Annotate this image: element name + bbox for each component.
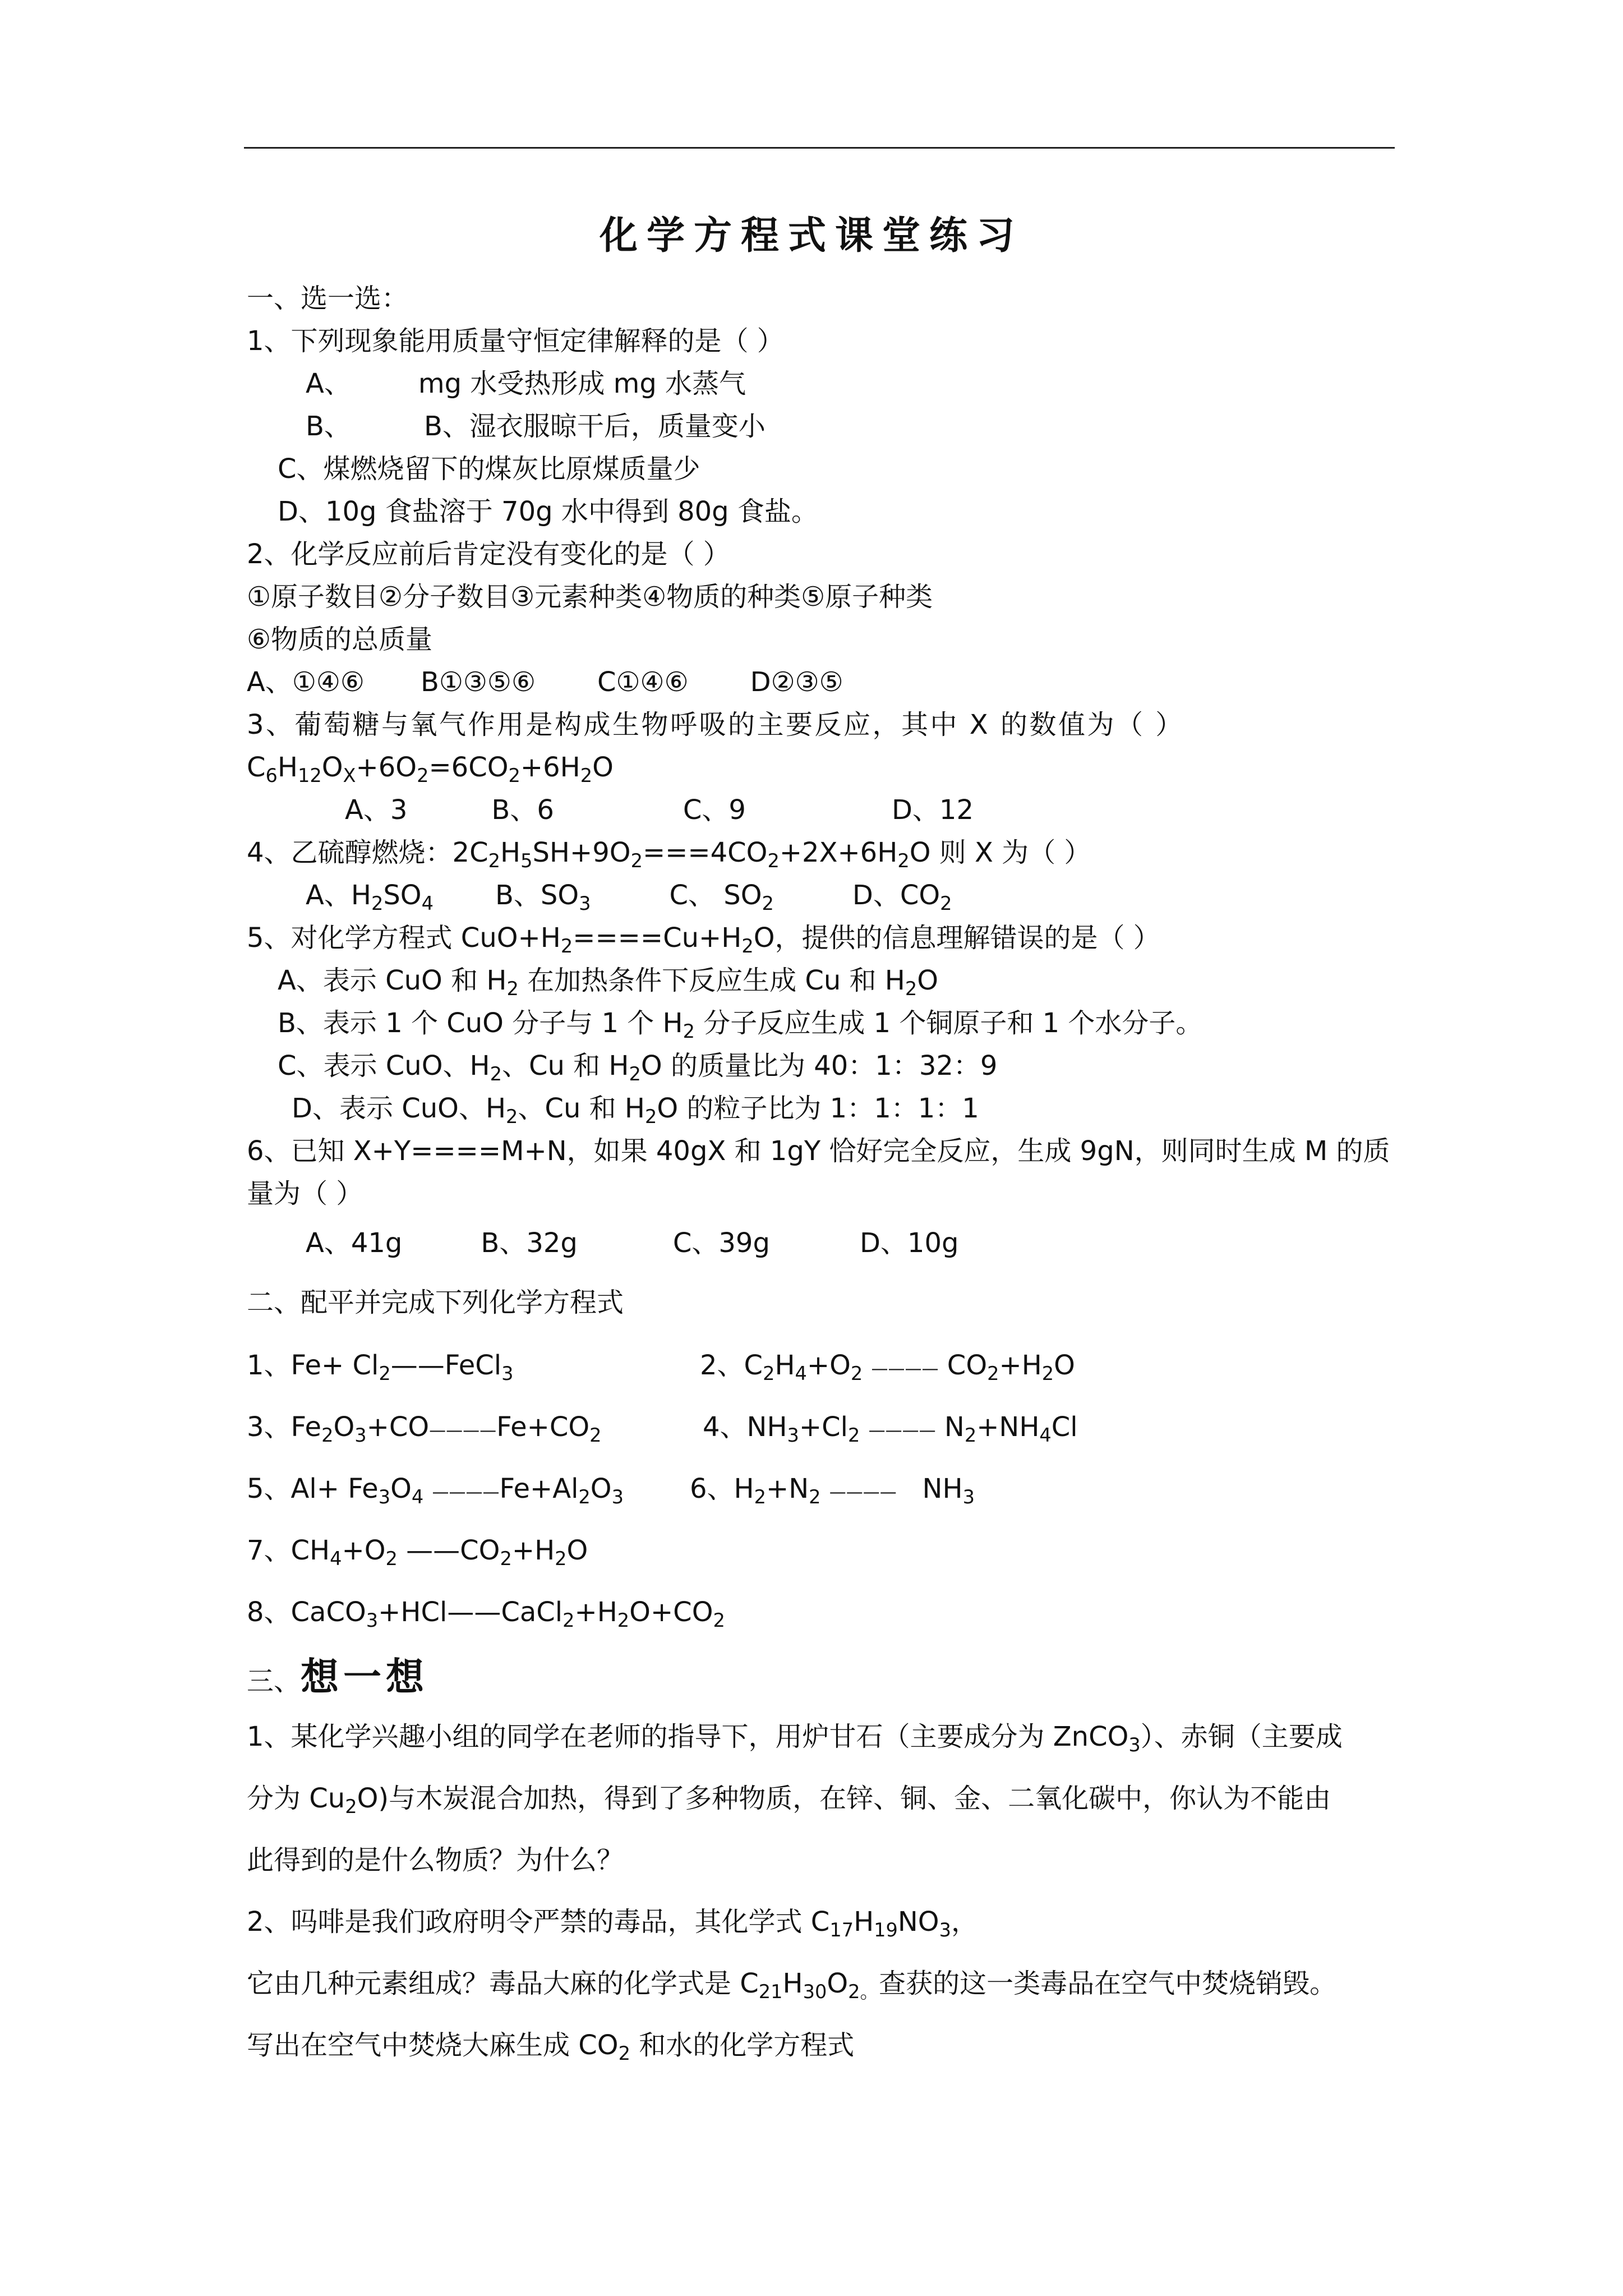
page-title: 化学方程式课堂练习 <box>599 213 1023 258</box>
s3-q2-line3: 写出在空气中焚烧大麻生成 $CO_2$ 和水的化学方程式 <box>247 2030 855 2065</box>
q6-options <box>306 1223 958 1263</box>
q3-option-c: C、9 <box>683 794 746 826</box>
section1-heading: 一、选一选： <box>247 283 409 314</box>
q2-options <box>247 662 843 702</box>
q1-option-b: B、 B、湿衣服晾干后，质量变小 <box>306 411 766 442</box>
q5-option-b: B、表示 1 个 CuO 分子与 1 个 $H_2$ 分子反应生成 1 个铜原子和 1 个水分子。 <box>278 1007 1203 1043</box>
s3-q2-line1: 2、吗啡是我们政府明令严禁的毒品，其化学式 $C_{17}H_{19}NO_3$， <box>247 1906 978 1941</box>
q5-option-c: C、表示 CuO、$H_2$、Cu 和 $H_2O$ 的质量比为 40：1：32：9 <box>278 1050 998 1085</box>
balance-eq-1: 1、$Fe+ Cl_2——FeCl_3$ <box>247 1350 514 1385</box>
q1-stem: 1、下列现象能用质量守恒定律解释的是（ ） <box>247 325 784 357</box>
q5-option-a: A、表示 CuO 和 $H_2$ 在加热条件下反应生成 Cu 和 $H_2O$ <box>278 965 939 1000</box>
balance-eq-8: 8、$CaCO_3+HCl——CaCl_2+H_2O+CO_2$ <box>247 1596 725 1632</box>
q6-stem-line2: 量为（ ） <box>247 1178 363 1209</box>
q2-items-line2: ⑥物质的总质量 <box>247 624 433 655</box>
q4-options <box>306 875 952 915</box>
q6-option-a: A、41g <box>306 1227 403 1259</box>
balance-eq-4: 4、$NH_3+Cl_2$ ———— $N_2+NH_4Cl$ <box>703 1411 1078 1447</box>
q2-option-c: C①④⑥ <box>597 666 689 698</box>
section2-heading: 二、配平并完成下列化学方程式 <box>247 1287 624 1318</box>
q2-option-a: A、①④⑥ <box>247 666 365 698</box>
q1-option-c: C、煤燃烧留下的煤灰比原煤质量少 <box>278 453 700 485</box>
q4-option-d: D、$CO_2$ <box>852 880 952 915</box>
q6-option-d: D、10g <box>859 1227 959 1259</box>
q6-option-b: B、32g <box>481 1227 578 1259</box>
q1-option-d: D、10g 食盐溶于 70g 水中得到 80g 食盐。 <box>278 496 818 527</box>
s3-q1-line1: 1、某化学兴趣小组的同学在老师的指导下，用炉甘石（主要成分为 ZnCO$_3$）、赤铜（主要成 <box>247 1721 1343 1756</box>
q5-option-d: D、表示 CuO、$H_2$、Cu 和 $H_2O$ 的粒子比为 1：1：1：1 <box>292 1093 979 1128</box>
q6-stem-line1: 6、已知 X+Y====M+N，如果 40gX 和 1gY 恰好完全反应，生成 9gN，则同时生成 M 的质 <box>247 1135 1390 1167</box>
q1-option-a: A、 mg 水受热形成 mg 水蒸气 <box>306 368 746 399</box>
section3-heading: 三、想一想 <box>247 1655 429 1700</box>
q4-option-a: A、$H_2SO_4$ <box>306 880 434 915</box>
q2-items-line1: ①原子数目②分子数目③元素种类④物质的种类⑤原子种类 <box>247 581 933 613</box>
q3-option-b: B、6 <box>491 794 554 826</box>
s3-q2-line2: 它由几种元素组成？毒品大麻的化学式是 $C_{21}H_{30}O_{2。}$查获的这一类毒品在空气中焚烧销毁。 <box>247 1968 1337 2003</box>
q3-option-a: A、3 <box>345 794 408 826</box>
q4-option-b: B、$SO_3$ <box>495 880 591 915</box>
s3-q1-line3: 此得到的是什么物质？为什么？ <box>247 1844 624 1876</box>
header-rule <box>244 147 1395 149</box>
balance-eq-7: 7、$CH_4+O_2$ $——CO_2+H_2O$ <box>247 1535 588 1570</box>
s3-q1-line2: 分为 $Cu_2O$)与木炭混合加热，得到了多种物质，在锌、铜、金、二氧化碳中，你认为不能由 <box>247 1783 1331 1818</box>
q5-stem: 5、对化学方程式 $CuO+H_2====Cu+H_2O$，提供的信息理解错误的是（ ） <box>247 922 1160 958</box>
balance-eq-5: 5、$Al+ Fe_3O_4$ $————Fe+Al_2O_3$ <box>247 1473 624 1508</box>
q2-option-d: D②③⑤ <box>750 666 843 698</box>
balance-eq-6: 6、$H_2+N_2$ ———— $NH_3$ <box>690 1473 975 1508</box>
q2-stem: 2、化学反应前后肯定没有变化的是（ ） <box>247 539 730 570</box>
q3-options <box>345 790 974 830</box>
q4-stem: 4、乙硫醇燃烧：$2C_2H_5SH+9O_2===4CO_2+2X+6H_2O$ 则 X 为（ ） <box>247 837 1091 872</box>
q4-option-c: C、 $SO_2$ <box>669 880 774 915</box>
balance-eq-3: 3、$Fe_2O_3+CO————Fe+CO_2$ <box>247 1411 602 1447</box>
q6-option-c: C、39g <box>672 1227 770 1259</box>
q3-stem: 3、葡萄糖与氧气作用是构成生物呼吸的主要反应，其中 X 的数值为（ ） <box>247 709 1184 740</box>
balance-eq-2: 2、$C_2H_4+O_2$ ———— $CO_2+H_2O$ <box>700 1350 1075 1385</box>
q3-equation: $C_6H_{12}O_X+6O_2=6CO_2+6H_2O$ <box>247 752 614 787</box>
q3-option-d: D、12 <box>891 794 974 826</box>
q2-option-b: B①③⑤⑥ <box>420 666 536 698</box>
